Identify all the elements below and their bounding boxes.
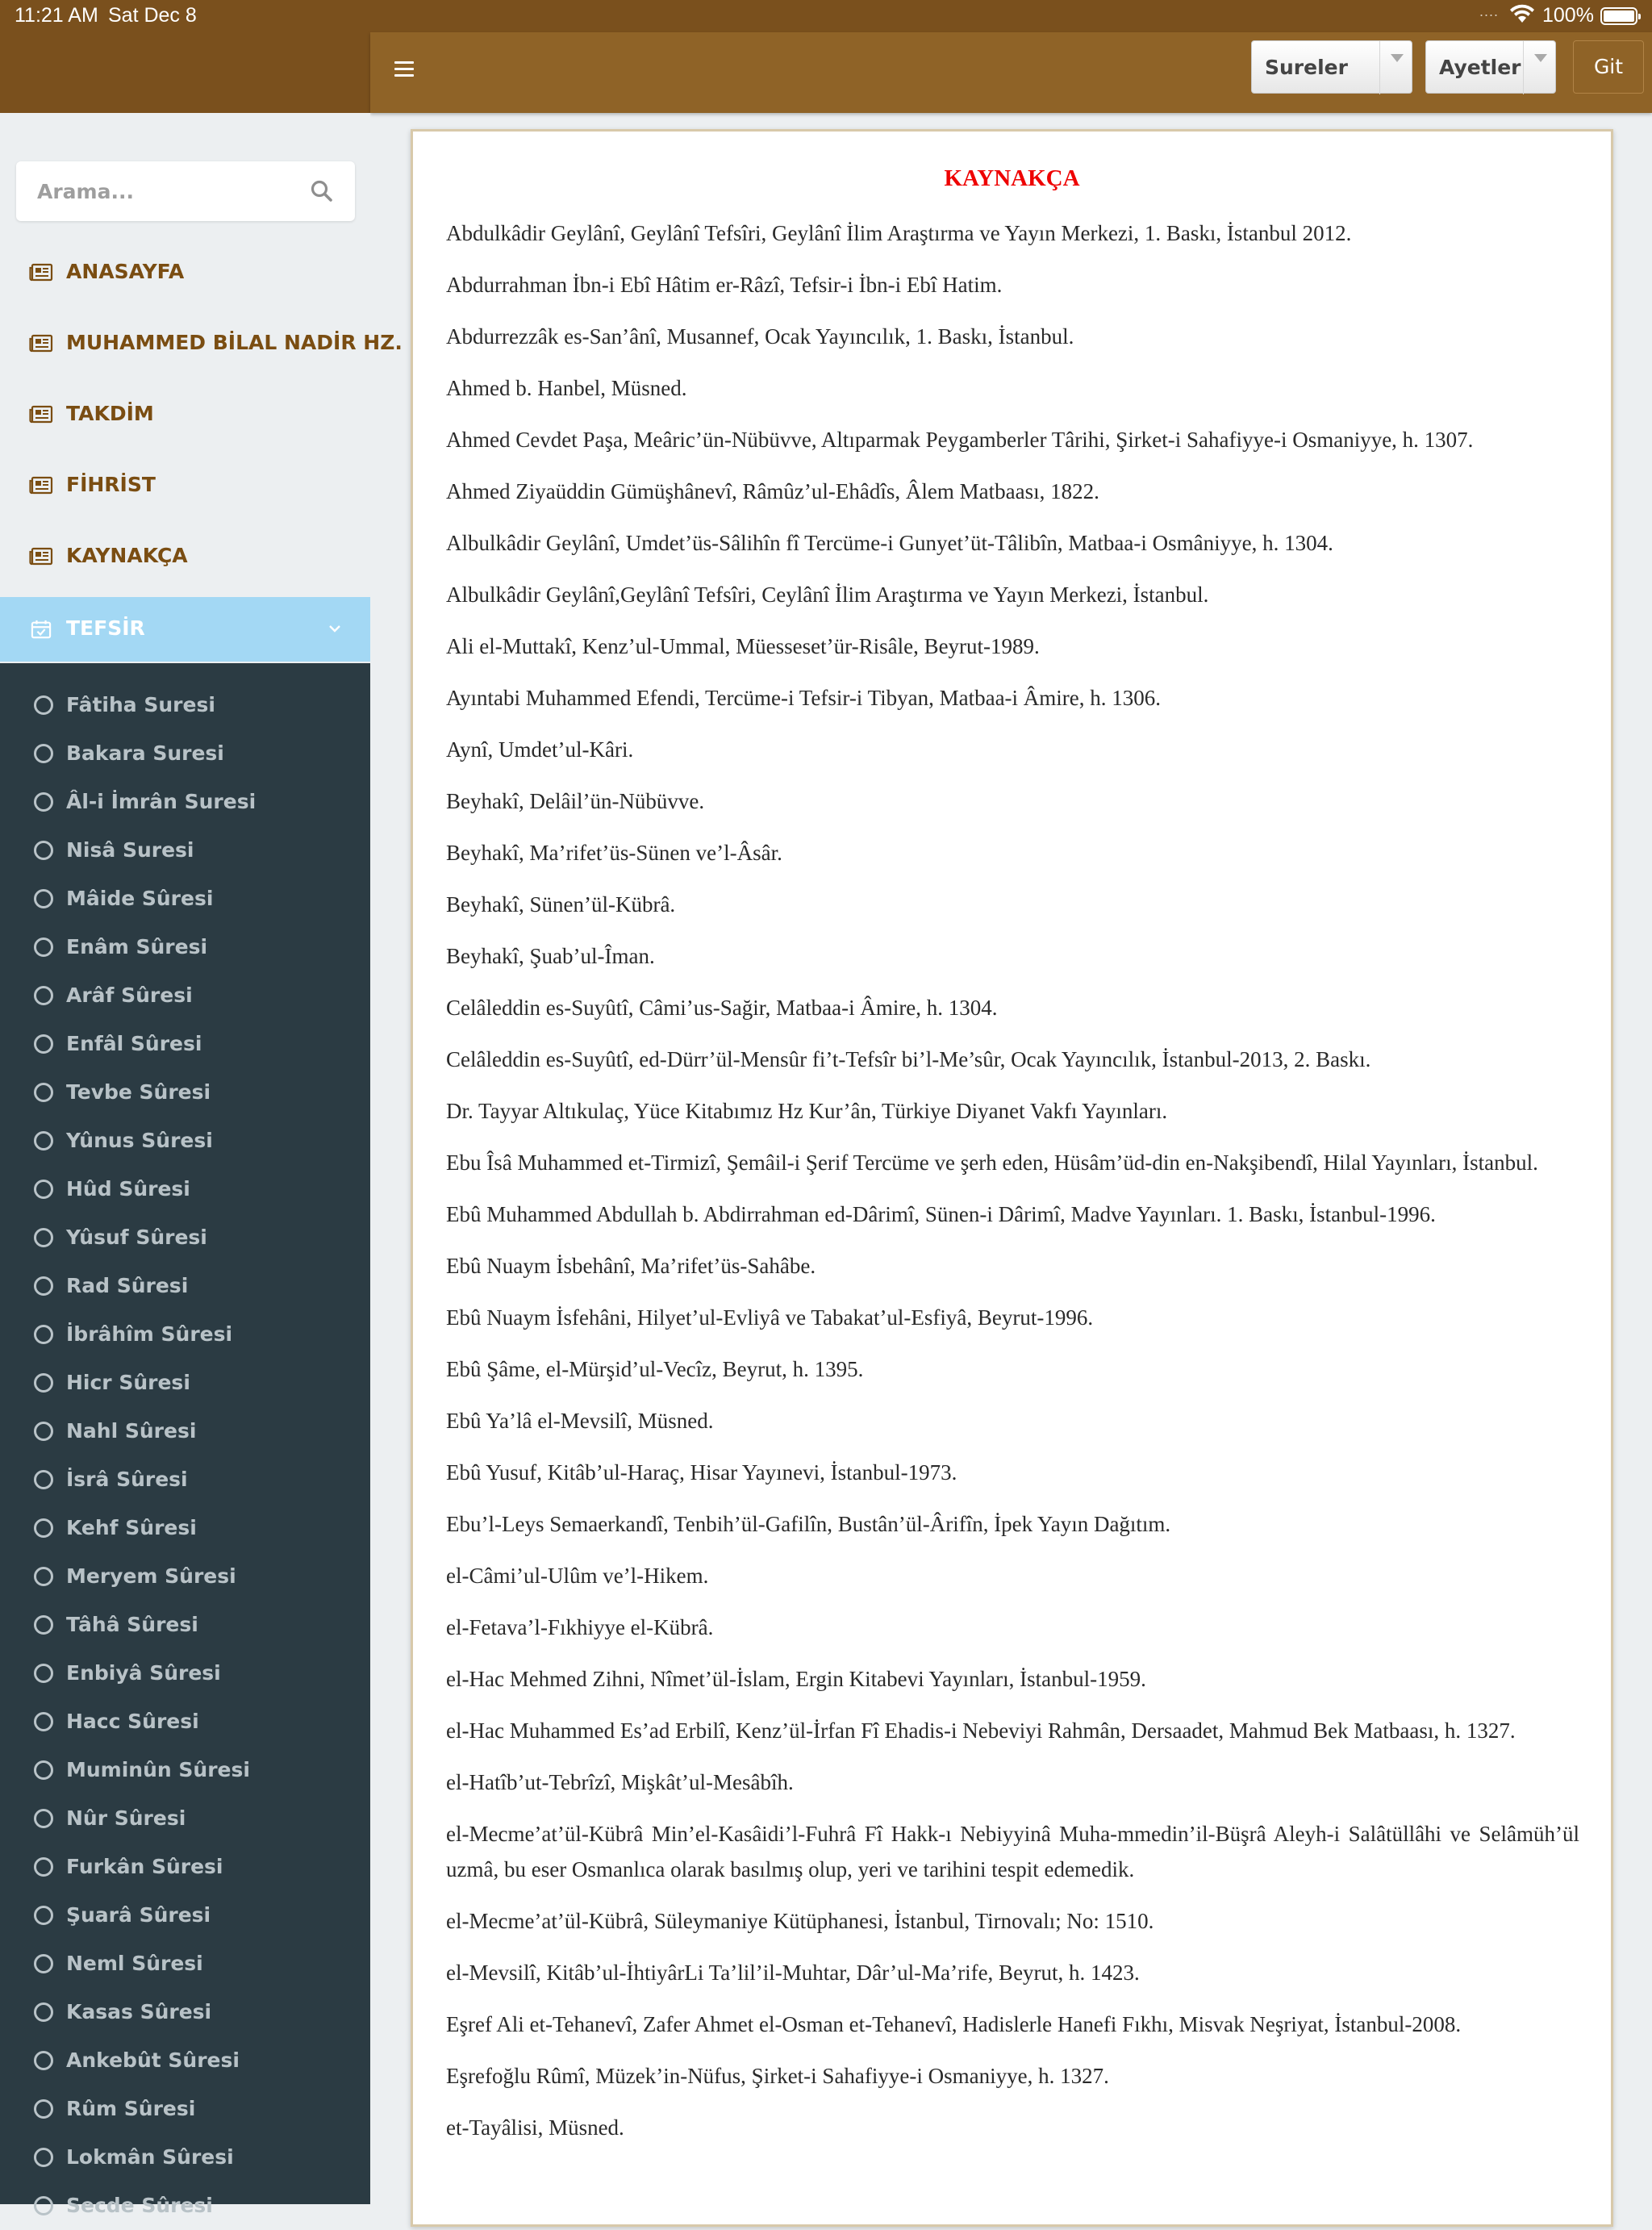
tefsir-submenu-item[interactable]: [0, 1455, 370, 1504]
reference-entry: Ebû Şâme, el-Mürşid’ul-Vecîz, Beyrut, h. 1395.: [446, 1357, 864, 1381]
sidebar-item-label: FİHRİST: [66, 473, 156, 496]
circle-outline-icon: [34, 744, 53, 763]
tefsir-submenu-item[interactable]: [0, 1601, 370, 1649]
submenu-item-label: Şuarâ Sûresi: [66, 1903, 211, 1927]
circle-outline-icon: [34, 1954, 53, 1973]
tefsir-submenu-item[interactable]: [0, 923, 370, 971]
reference-entry: el-Fetava’l-Fıkhiyye el-Kübrâ.: [446, 1615, 714, 1639]
circle-outline-icon: [34, 1760, 53, 1780]
circle-outline-icon: [34, 1228, 53, 1247]
tefsir-submenu-item[interactable]: [0, 875, 370, 923]
submenu-item-label: Hicr Sûresi: [66, 1371, 190, 1394]
reference-entry: Beyhakî, Ma’rifet’üs-Sünen ve’l-Âsâr.: [446, 841, 782, 865]
reference-entry: Dr. Tayyar Altıkulaç, Yüce Kitabımız Hz Kur’ân, Türkiye Diyanet Vakfı Yayınları.: [446, 1099, 1168, 1123]
circle-outline-icon: [34, 1083, 53, 1102]
circle-outline-icon: [34, 1131, 53, 1150]
reference-entry: el-Hac Muhammed Es’ad Erbilî, Kenz’ül-İrfan Fî Ehadis-i Nebeviyi Rahmân, Dersaadet, Mahmud Bek Matbaası, h. 1327.: [446, 1718, 1516, 1743]
status-time: 11:21 AM: [15, 4, 98, 27]
search-icon[interactable]: [310, 179, 334, 203]
tefsir-submenu-item[interactable]: [0, 2133, 370, 2182]
status-bar: [0, 0, 1652, 32]
reference-entry: Eşrefoğlu Rûmî, Müzek’in-Nüfus, Şirket-i Sahafiyye-i Osmaniyye, h. 1327.: [446, 2064, 1109, 2088]
circle-outline-icon: [34, 1809, 53, 1828]
circle-outline-icon: [34, 1470, 53, 1489]
submenu-item-label: Yûsuf Sûresi: [66, 1226, 207, 1249]
sidebar-item-label: ANASAYFA: [66, 260, 185, 283]
search-box: [16, 161, 355, 221]
submenu-item-label: Kehf Sûresi: [66, 1516, 197, 1539]
sureler-select-label: Sureler: [1265, 56, 1348, 79]
circle-outline-icon: [34, 1180, 53, 1199]
sidebar-item-muhammed-bilal-nadir[interactable]: [0, 311, 403, 376]
submenu-item-label: İbrâhîm Sûresi: [66, 1322, 233, 1346]
submenu-item-label: Tevbe Sûresi: [66, 1080, 211, 1104]
hamburger-menu-icon[interactable]: [394, 61, 414, 77]
reference-entry: Ebu’l-Leys Semaerkandî, Tenbih’ül-Gafilîn, Bustân’ül-Ârifîn, İpek Yayın Dağıtım.: [446, 1512, 1171, 1536]
reference-entry: Celâleddin es-Suyûtî, Câmi’us-Sağir, Matbaa-i Âmire, h. 1304.: [446, 996, 998, 1020]
sidebar-item-kaynakca[interactable]: [0, 524, 370, 589]
circle-outline-icon: [34, 986, 53, 1005]
submenu-item-label: Furkân Sûresi: [66, 1855, 223, 1878]
circle-outline-icon: [34, 1276, 53, 1296]
reference-entry: Abdulkâdir Geylânî, Geylânî Tefsîri, Geylânî İlim Araştırma ve Yayın Merkezi, 1. Baskı, İstanbul 2012.: [446, 221, 1352, 245]
tefsir-submenu-item[interactable]: [0, 1407, 370, 1455]
tefsir-submenu-item[interactable]: [0, 1988, 370, 2036]
submenu-item-label: Tâhâ Sûresi: [66, 1613, 198, 1636]
submenu-item-label: Hûd Sûresi: [66, 1177, 190, 1201]
reference-entry: Aynî, Umdet’ul-Kâri.: [446, 737, 634, 762]
submenu-item-label: Enbiyâ Sûresi: [66, 1661, 221, 1685]
reference-entry: el-Mecme’at’ül-Kübrâ Min’el-Kasâidi’l-Fuhrâ Fî Hakk-ı Nebiyyinâ Muha-mmedin’il-Büşrâ Aleyh-i Salâtüllâhi ve Selâmüh’ül uzmâ, bu eser Osmanlıca olarak basılmış olup, yeri ve tarihini tespit edemedik.: [446, 1822, 1579, 1881]
reference-entry: el-Mevsilî, Kitâb’ul-İhtiyârLi Ta’lil’il-Muhtar, Dâr’ul-Ma’rife, Beyrut, h. 1423.: [446, 1961, 1140, 1985]
circle-outline-icon: [34, 1422, 53, 1441]
circle-outline-icon: [34, 1664, 53, 1683]
submenu-item-label: Secde Sûresi: [66, 2194, 213, 2217]
newspaper-icon: [29, 476, 53, 495]
sidebar-item-label: MUHAMMED BİLAL NADİR HZ.: [66, 331, 403, 354]
tefsir-submenu-item[interactable]: [0, 1165, 370, 1213]
sidebar-item-fihrist[interactable]: [0, 453, 370, 518]
sidebar: [0, 113, 403, 2217]
tefsir-submenu-item[interactable]: [0, 1843, 370, 1891]
submenu-item-label: Rad Sûresi: [66, 1274, 189, 1297]
submenu-item-label: Enâm Sûresi: [66, 935, 208, 958]
top-header: [370, 32, 1652, 113]
tefsir-submenu-item[interactable]: [0, 2036, 370, 2085]
reference-entry: Ebû Ya’lâ el-Mevsilî, Müsned.: [446, 1409, 714, 1433]
dropdown-arrow-icon: [1523, 41, 1555, 94]
circle-outline-icon: [34, 2099, 53, 2119]
reference-entry: el-Hac Mehmed Zihni, Nîmet’ül-İslam, Ergin Kitabevi Yayınları, İstanbul-1959.: [446, 1667, 1146, 1691]
submenu-item-label: Mâide Sûresi: [66, 887, 214, 910]
circle-outline-icon: [34, 1325, 53, 1344]
reference-entry: Ahmed Ziyaüddin Gümüşhânevî, Râmûz’ul-Ehâdîs, Âlem Matbaası, 1822.: [446, 479, 1099, 503]
tefsir-submenu-item[interactable]: [0, 681, 370, 729]
tefsir-submenu-item[interactable]: [0, 1552, 370, 1601]
submenu-item-label: Hacc Sûresi: [66, 1710, 199, 1733]
submenu-item-label: İsrâ Sûresi: [66, 1468, 188, 1491]
circle-outline-icon: [34, 2002, 53, 2022]
sidebar-item-takdim[interactable]: [0, 382, 370, 447]
dropdown-arrow-icon: [1379, 41, 1412, 94]
status-date: Sat Dec 8: [108, 4, 197, 27]
submenu-item-label: Nahl Sûresi: [66, 1419, 197, 1443]
reference-entry: Eşref Ali et-Tehanevî, Zafer Ahmet el-Osman et-Tehanevî, Hadislerle Hanefi Fıkhı, Misvak Neşriyat, İstanbul-2008.: [446, 2012, 1462, 2036]
calendar-check-icon: [29, 620, 53, 639]
page-title: KAYNAKÇA: [944, 165, 1080, 191]
newspaper-icon: [29, 547, 53, 566]
tefsir-submenu-item[interactable]: [0, 2182, 370, 2230]
submenu-item-label: Meryem Sûresi: [66, 1564, 236, 1588]
tefsir-submenu-item[interactable]: [0, 826, 370, 875]
circle-outline-icon: [34, 2148, 53, 2167]
battery-percent: 100%: [1542, 4, 1594, 27]
tefsir-submenu-item[interactable]: [0, 1698, 370, 1746]
tefsir-submenu-item[interactable]: [0, 1504, 370, 1552]
battery-icon: [1600, 7, 1637, 25]
circle-outline-icon: [34, 1567, 53, 1586]
ayetler-select[interactable]: [1425, 40, 1556, 94]
sureler-select[interactable]: [1251, 40, 1412, 94]
sidebar-item-anasayfa[interactable]: [0, 240, 370, 305]
submenu-item-label: Rûm Sûresi: [66, 2097, 196, 2120]
reference-entry: el-Mecme’at’ül-Kübrâ, Süleymaniye Kütüphanesi, İstanbul, Tirnovalı; No: 1510.: [446, 1909, 1154, 1933]
submenu-item-label: Fâtiha Suresi: [66, 693, 215, 716]
submenu-item-label: Neml Sûresi: [66, 1952, 203, 1975]
newspaper-icon: [29, 334, 53, 353]
tefsir-submenu-item[interactable]: [0, 1117, 370, 1165]
tefsir-submenu-item[interactable]: [0, 1746, 370, 1794]
tefsir-submenu-item[interactable]: [0, 1359, 370, 1407]
chevron-down-icon: [327, 623, 342, 634]
reference-entry: Beyhakî, Şuab’ul-Îman.: [446, 944, 655, 968]
submenu-item-label: Lokmân Sûresi: [66, 2145, 234, 2169]
reference-entry: Beyhakî, Sünen’ül-Kübrâ.: [446, 892, 676, 917]
circle-outline-icon: [34, 695, 53, 715]
search-input[interactable]: [37, 176, 295, 207]
go-button[interactable]: Git: [1573, 40, 1644, 94]
tefsir-submenu-item[interactable]: [0, 2085, 370, 2133]
tefsir-submenu-item[interactable]: [0, 1891, 370, 1940]
tefsir-submenu-item[interactable]: [0, 1649, 370, 1698]
sidebar-item-label: TEFSİR: [66, 616, 145, 640]
tefsir-submenu-item[interactable]: [0, 1213, 370, 1262]
reference-entry: Ebû Nuaym İsbehânî, Ma’rifet’üs-Sahâbe.: [446, 1254, 816, 1278]
tefsir-submenu-item[interactable]: [0, 1794, 370, 1843]
reference-list: [446, 215, 1579, 2161]
submenu-item-label: Ankebût Sûresi: [66, 2048, 240, 2072]
reference-entry: Ebû Muhammed Abdullah b. Abdirrahman ed-Dârimî, Sünen-i Dârimî, Madve Yayınları. 1. Baskı, İstanbul-1996.: [446, 1202, 1436, 1226]
submenu-item-label: Kasas Sûresi: [66, 2000, 212, 2023]
reference-entry: Abdurrezzâk es-San’ânî, Musannef, Ocak Yayıncılık, 1. Baskı, İstanbul.: [446, 324, 1074, 349]
reference-entry: et-Tayâlisi, Müsned.: [446, 2115, 624, 2140]
tefsir-submenu-item[interactable]: [0, 971, 370, 1020]
circle-outline-icon: [34, 2196, 53, 2215]
sidebar-item-label: TAKDİM: [66, 402, 154, 425]
ayetler-select-label: Ayetler: [1439, 56, 1521, 79]
circle-outline-icon: [34, 2051, 53, 2070]
reference-entry: Abdurrahman İbn-i Ebî Hâtim er-Râzî, Tefsir-i İbn-i Ebî Hatim.: [446, 273, 1003, 297]
reference-entry: Ali el-Muttakî, Kenz’ul-Ummal, Müesseset’ür-Risâle, Beyrut-1989.: [446, 634, 1040, 658]
tefsir-submenu: [0, 663, 370, 2217]
reference-entry: el-Câmi’ul-Ulûm ve’l-Hikem.: [446, 1564, 709, 1588]
reference-entry: Ebu Îsâ Muhammed et-Tirmizî, Şemâil-i Şerif Tercüme ve şerh eden, Hüsâm’üd-din en-Nakşibendî, Hilal Yayınları, İstanbul.: [446, 1150, 1538, 1175]
circle-outline-icon: [34, 1857, 53, 1877]
circle-outline-icon: [34, 792, 53, 812]
sidebar-item-label: KAYNAKÇA: [66, 544, 188, 567]
header-brand-area: [0, 32, 370, 113]
tefsir-submenu-item[interactable]: [0, 1940, 370, 1988]
tefsir-submenu-item[interactable]: [0, 778, 370, 826]
reference-entry: Ebû Yusuf, Kitâb’ul-Haraç, Hisar Yayınevi, İstanbul-1973.: [446, 1460, 957, 1485]
circle-outline-icon: [34, 841, 53, 860]
reference-entry: Beyhakî, Delâil’ün-Nübüvve.: [446, 789, 705, 813]
newspaper-icon: [29, 263, 53, 282]
circle-outline-icon: [34, 938, 53, 957]
submenu-item-label: Nûr Sûresi: [66, 1806, 186, 1830]
submenu-item-label: Âl-i İmrân Suresi: [66, 790, 257, 813]
circle-outline-icon: [34, 1906, 53, 1925]
tefsir-submenu-item[interactable]: [0, 1310, 370, 1359]
submenu-item-label: Enfâl Sûresi: [66, 1032, 202, 1055]
reference-entry: Albulkâdir Geylânî, Umdet’üs-Sâlihîn fî Tercüme-i Gunyet’üt-Tâlibîn, Matbaa-i Osmâniyye, h. 1304.: [446, 531, 1333, 555]
sidebar-item-tefsir[interactable]: [0, 597, 370, 662]
reference-entry: Ahmed Cevdet Paşa, Meâric’ün-Nübüvve, Altıparmak Peygamberler Târihi, Şirket-i Sahafiyye-i Osmaniyye, h. 1307.: [446, 428, 1474, 452]
reference-entry: Ebû Nuaym İsfehâni, Hilyet’ul-Evliyâ ve Tabakat’ul-Esfiyâ, Beyrut-1996.: [446, 1305, 1094, 1330]
reference-entry: Celâleddin es-Suyûtî, ed-Dürr’ül-Mensûr fi’t-Tefsîr bi’l-Me’sûr, Ocak Yayıncılık, İstanbul-2013, 2. Baskı.: [446, 1047, 1371, 1071]
submenu-item-label: Yûnus Sûresi: [66, 1129, 213, 1152]
content-page: [411, 129, 1613, 2227]
circle-outline-icon: [34, 1518, 53, 1538]
submenu-item-label: Bakara Suresi: [66, 741, 224, 765]
cellular-signal-dots: ....: [1479, 3, 1500, 19]
submenu-item-label: Arâf Sûresi: [66, 983, 193, 1007]
tefsir-submenu-item[interactable]: [0, 1262, 370, 1310]
circle-outline-icon: [34, 1712, 53, 1731]
circle-outline-icon: [34, 1615, 53, 1635]
reference-entry: Ahmed b. Hanbel, Müsned.: [446, 376, 687, 400]
tefsir-submenu-item[interactable]: [0, 1020, 370, 1068]
circle-outline-icon: [34, 889, 53, 908]
circle-outline-icon: [34, 1373, 53, 1393]
newspaper-icon: [29, 405, 53, 424]
submenu-item-label: Nisâ Suresi: [66, 838, 194, 862]
wifi-icon: [1510, 5, 1534, 24]
circle-outline-icon: [34, 1034, 53, 1054]
reference-entry: Albulkâdir Geylânî,Geylânî Tefsîri, Ceylânî İlim Araştırma ve Yayın Merkezi, İstanbul.: [446, 583, 1209, 607]
submenu-item-label: Muminûn Sûresi: [66, 1758, 250, 1781]
reference-entry: el-Hatîb’ut-Tebrîzî, Mişkât’ul-Mesâbîh.: [446, 1770, 794, 1794]
tefsir-submenu-item[interactable]: [0, 729, 370, 778]
reference-entry: Ayıntabi Muhammed Efendi, Tercüme-i Tefsir-i Tibyan, Matbaa-i Âmire, h. 1306.: [446, 686, 1162, 710]
tefsir-submenu-item[interactable]: [0, 1068, 370, 1117]
